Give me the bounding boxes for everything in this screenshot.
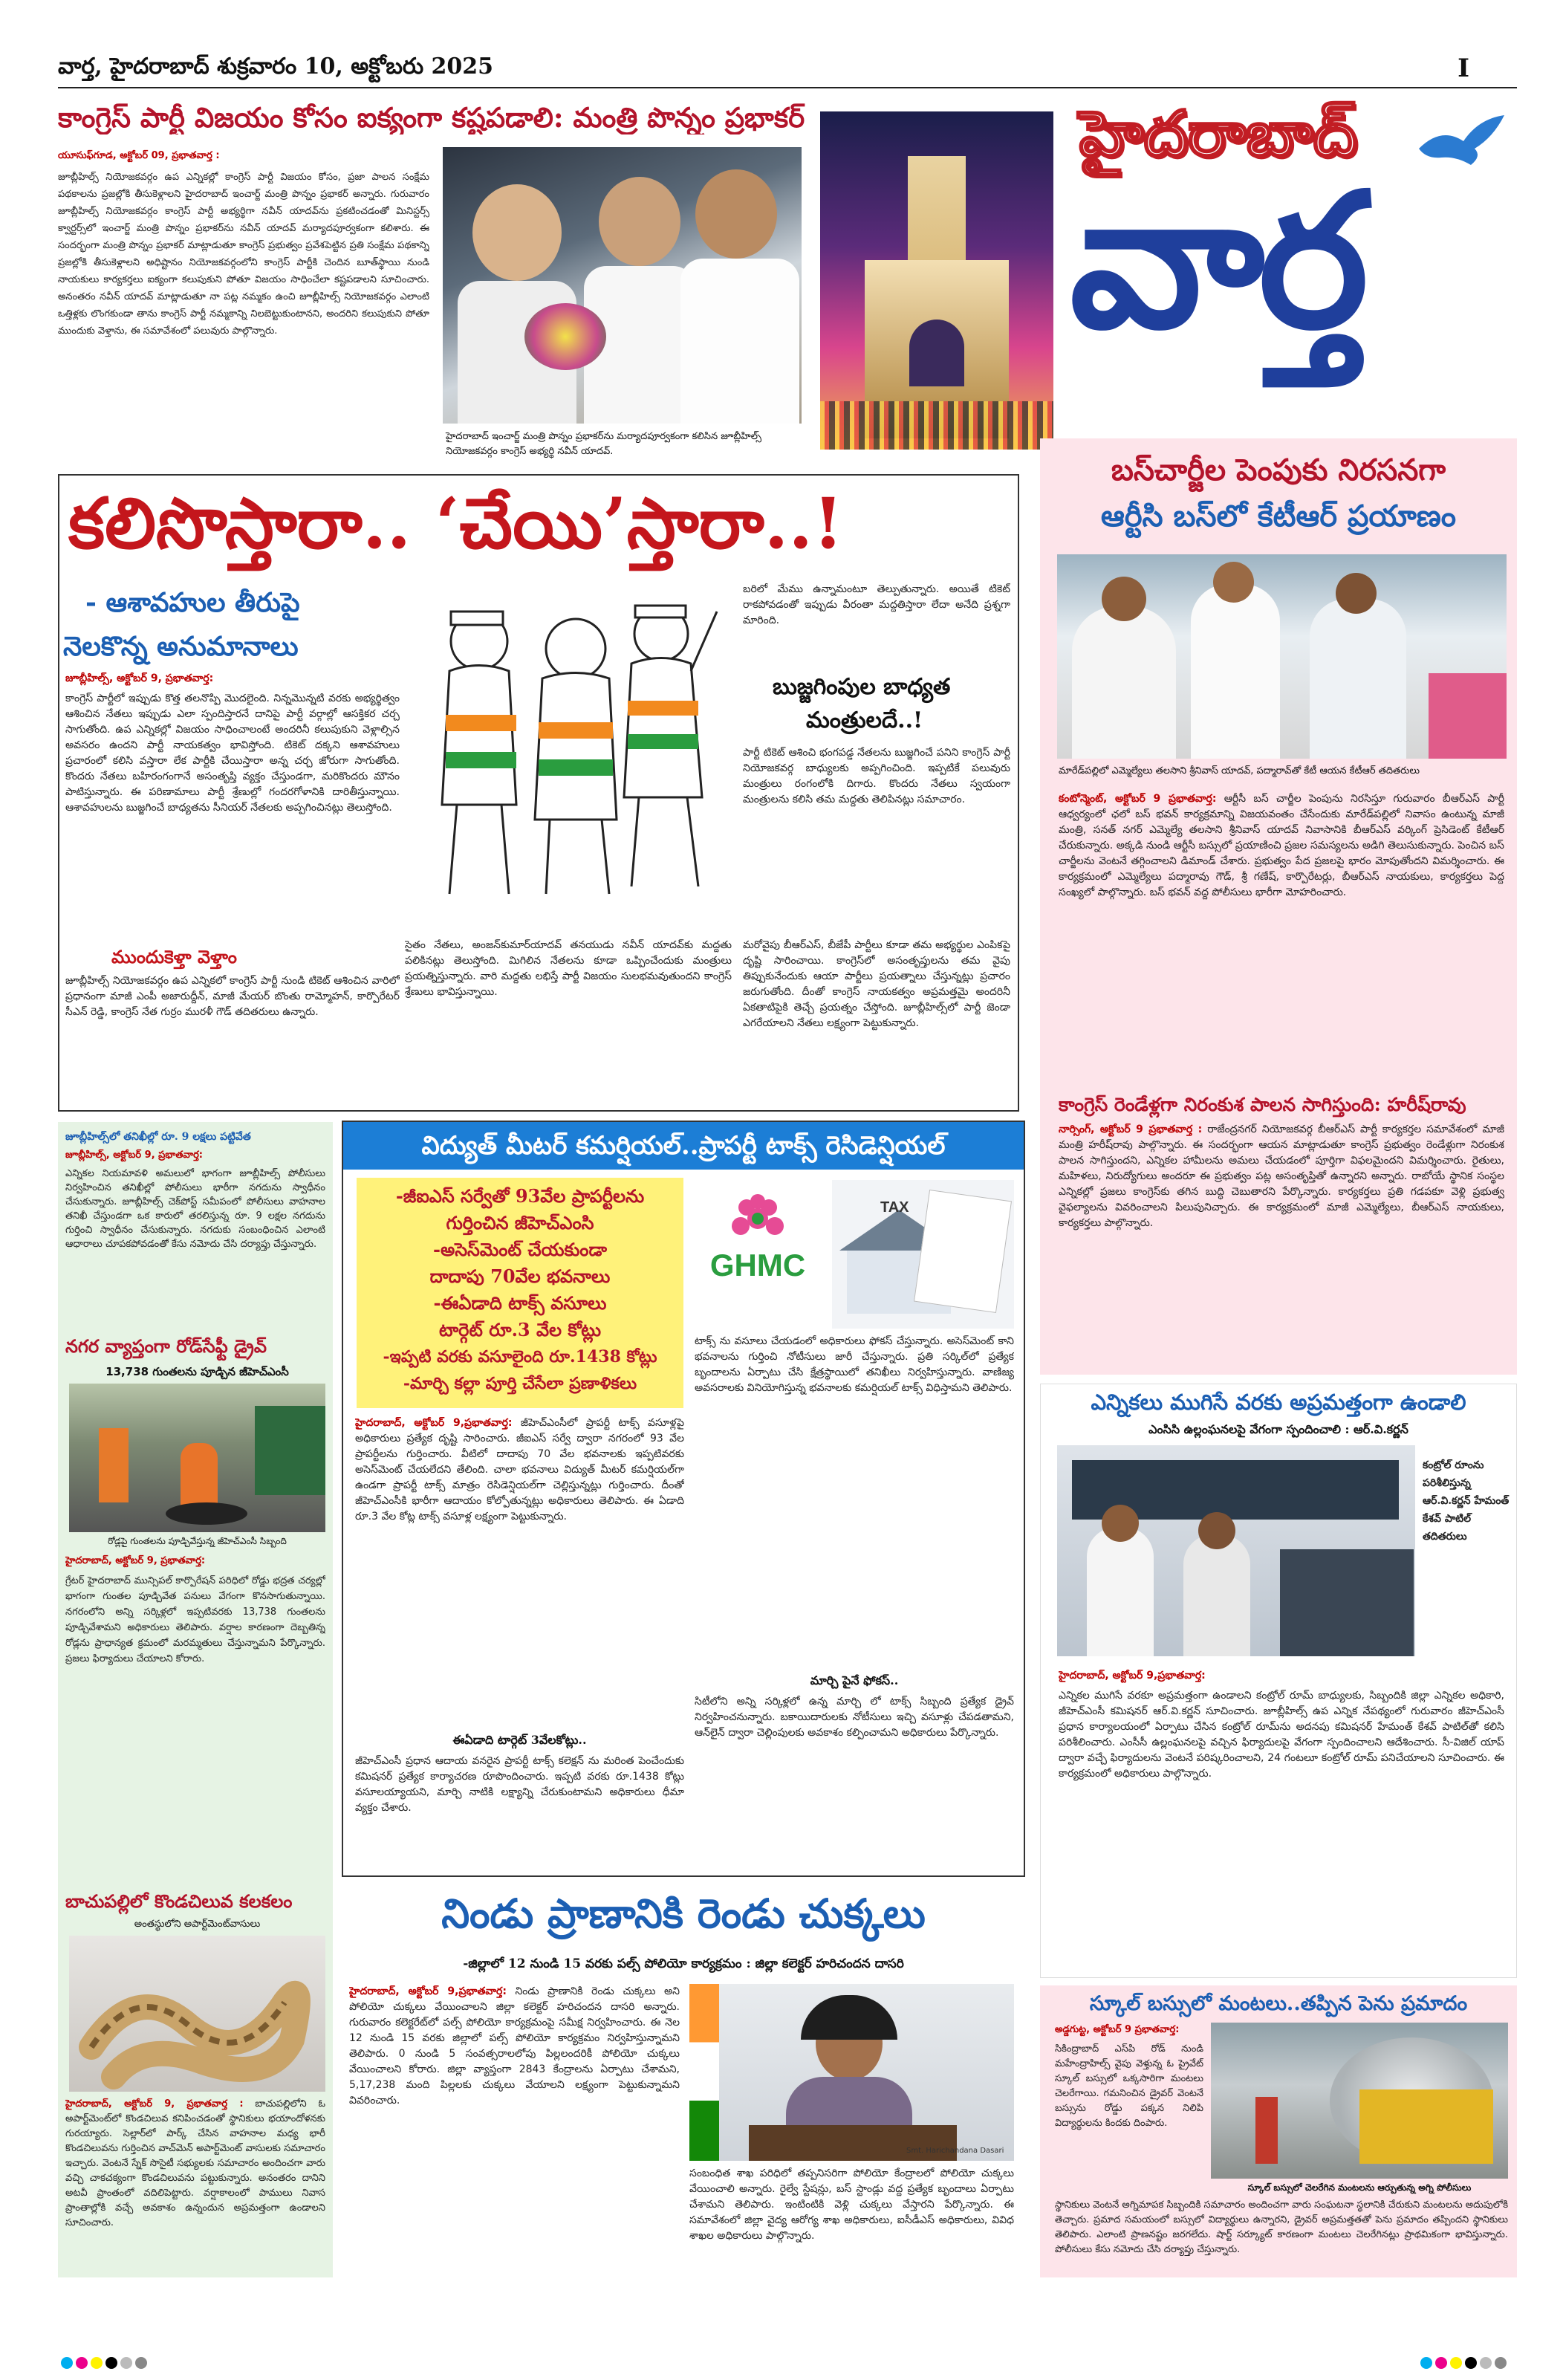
election-body [1059, 1668, 1504, 1965]
ktr-body-text: ఆర్టీసీ బస్ చార్జీల పెంపును నిరసిస్తూ గురువారం బీఆర్ఎస్ పార్టీ ఆధ్వర్యంలో ఛలో బస్ భవన్ కార్యక్రమాన్ని విజయవంతం చేసేందుకు మారేడ్‌పల్లిలో నివాసం ఉంటున్న మాజీ మంత్రి, సనత్ నగర్ ఎమ్మెల్యే తలసాని శ్రీనివాస్ యాదవ్ నివాసానికి బీఆర్ఎస్ వర్కింగ్ ప్రెసిడెంట్ కేటీఆర్ చేరుకున్నారు. అక్కడి నుండి ఆర్టీసీ బస్సులో ప్రయాణించి ప్రజల సమస్యలను అడిగి తెలుసుకున్నారు. పెంచిన బస్ చార్జీలను వెంటనే తగ్గించాలని డిమాండ్ చేశారు. ప్రభుత్వం పేద ప్రజలపై భారం మోపుతోందని విమర్శించారు. ఈ కార్యక్రమంలో ఎమ్మెల్యేలు పద్మారావు గౌడ్, శ్రీ గణేష్, కార్పొరేటర్లు, బీఆర్ఎస్ నాయకులు, కార్యకర్తలు పెద్ద సంఖ్యలో పాల్గొన్నారు. బస్ భవన్ వద్ద పోలీసులు భారీగా మోహరించారు. [1059, 793, 1504, 898]
bus-caption: స్కూల్ బస్సులో చెలరేగిన మంటలను ఆర్పుతున్న అగ్ని పోలీసులు [1247, 2182, 1472, 2193]
lead-subhead-3: ముందుకెళ్తా వెళ్తాం [111, 946, 237, 967]
roads-dateline: హైదరాబాద్, అక్టోబర్ 9, ప్రభాతవార్త: [65, 1555, 206, 1566]
ponnam-body-text: జూబ్లీహిల్స్ నియోజకవర్గం ఉప ఎన్నికల్లో కాంగ్రెస్ పార్టీ విజయం కోసం, ప్రజా పాలన సంక్షేమ పథకాలను ప్రజల్లోకి తీసుకెళ్లాలని హైదరాబాద్ ఇంచార్జ్ మంత్రి పొన్నం ప్రభాకర్ అన్నారు. గురువారం జూబ్లీహిల్స్ నియోజకవర్గం కాంగ్రెస్ పార్టీ అభ్యర్థిగా నవీన్ యాదవ్‌ను ప్రకటించడంతో మినిస్టర్స్ క్వార్టర్స్‌లో ఇంచార్జ్ మంత్రి పొన్నం ప్రభాకర్‌ను నవీన్ యాదవ్ మర్యాదపూర్వకంగా కలిశారు. ఈ సందర్భంగా మంత్రి పొన్నం ప్రభాకర్ మాట్లాడుతూ కాంగ్రెస్ ప్రభుత్వం ప్రవేశపెట్టిన ప్రతి సంక్షేమ పథకాన్ని ప్రజల్లోకి తీసుకెళ్లాలని అధిష్టానం నియోజకవర్గంలోని కాంగ్రెస్ పార్టీకి చెందిన బూత్‌స్థాయి నుండి నాయకులు కార్యకర్తలు ఐక్యంగా కలుపుకుని పోతూ విజయం సాధించేలా కష్టపడాలని సూచించారు. అనంతరం నవీన్ యాదవ్ మాట్లాడుతూ నా పట్ల నమ్మకం ఉంచి జూబ్లీహిల్స్ నియోజకవర్గం ఎలాంటి ఒత్తిళ్లకు లొంగకుండా తాను కాంగ్రెస్ పార్టీ నమ్మకాన్ని నిలబెట్టుకుంటానని, అందరిని కలుపుకుని పోతూ ముందుకు వెళ్తాను, ఈ సమావేశంలో పలువురు పాల్గొన్నారు. [58, 172, 429, 337]
bus-body: స్థానికులు వెంటనే అగ్నిమాపక సిబ్బందికి సమాచారం అందించగా వారు సంఘటనా స్థలానికి చేరుకుని మంటలను అదుపులోకి తెచ్చారు. ప్రమాద సమయంలో బస్సులో విద్యార్థులు ఉన్నారని, డ్రైవర్ అప్రమత్తతతో పెను ప్రమాదం తప్పిందని స్థానికులు తెలిపారు. ఎలాంటి ప్రాణనష్టం జరగలేదు. షార్ట్ సర్క్యూట్ కారణంగా మంటలు చెలరేగినట్లు ప్రాథమికంగా భావిస్తున్నారు. పోలీసులు కేసు నమోదు చేసి దర్యాప్తు చేస్తున్నారు. [1055, 2199, 1508, 2255]
cartoon [405, 582, 732, 909]
ghmc-subhead-right: మార్చి పైనే ఫోకస్.. [810, 1673, 899, 1687]
lead-subhead-4: బుజ్జగింపుల బాధ్యత [773, 674, 951, 700]
roads-body [65, 1553, 325, 1880]
ponnam-photo [443, 147, 802, 424]
lead-col3: సైతం నేతలు, అంజన్‌కుమార్‌యాదవ్ తనయుడు నవీన్ యాదవ్‌కు మద్దతు పలికినట్లు తెలుస్తోంది. మిగిలిన నేతలను కూడా ఒప్పించేందుకు మంత్రులు ప్రయత్నిస్తున్నారు. వారి మద్దతు లభిస్తే పార్టీ విజయం సులభమవుతుందని కాంగ్రెస్ శ్రేణులు భావిస్తున్నాయి. [405, 939, 732, 998]
roads-headline: నగర వ్యాప్తంగా రోడ్‌సేఫ్టీ డ్రైవ్ [65, 1335, 267, 1357]
python-body-text: బాచుపల్లిలోని ఓ అపార్ట్‌మెంట్‌లో కొండచిలువ కనిపించడంతో స్థానికులు భయాందోళనకు గురయ్యారు. సెల్లార్‌లో పార్క్ చేసిన వాహనాల మధ్య భారీ కొండచిలువను గుర్తించిన వాచ్‌మెన్ అపార్ట్‌మెంట్ వాసులకు సమాచారం ఇచ్చారు. వెంటనే స్నేక్ సొసైటీ సభ్యులకు సమాచారం అందించగా వారు వచ్చి చాకచక్యంగా కొండచిలువను పట్టుకున్నారు. అనంతరం దానిని అటవీ ప్రాంతంలో వదిలిపెట్టారు. వర్షాకాలంలో పాములు నివాస ప్రాంతాల్లోకి వచ్చే అవకాశం ఉన్నందున అప్రమత్తంగా ఉండాలని సూచించారు. [65, 2098, 325, 2228]
election-dateline: హైదరాబాద్, అక్టోబర్ 9,ప్రభాతవార్త: [1059, 1670, 1206, 1682]
bus-photo [1211, 2023, 1508, 2179]
folio-text: వార్త, హైదరాబాద్ శుక్రవారం 10, అక్టోబరు 2025 [58, 53, 494, 80]
ghmc-body-left2: జీహెచ్ఎంసీ ప్రధాన ఆదాయ వనరైన ప్రాపర్టీ టాక్స్ కలెక్షన్ ను మరింత పెంచేందుకు కమిషనర్ ప్రత్యేక కార్యాచరణ రూపొందించారు. ఇప్పటి వరకు రూ.1438 కోట్లు వసూలయ్యాయని, మార్చి నాటికి లక్ష్యాన్ని చేరుకుంటామని అధికారులు ధీమా వ్యక్తం చేశారు. [355, 1755, 684, 1814]
ktr-photo [1057, 554, 1507, 759]
election-body-text: ఎన్నికల ముగిసే వరకూ అప్రమత్తంగా ఉండాలని కంట్రోల్ రూమ్ బాధ్యులకు, సిబ్బందికి జిల్లా ఎన్నికల అధికారి, జీహెచ్ఎంసీ కమిషనర్ ఆర్.వి.కర్ణన్ సూచించారు. జూబ్లీహిల్స్ ఉప ఎన్నిక నేపథ్యంలో గురువారం జీహెచ్ఎంసీ ప్రధాన కార్యాలయంలో ఏర్పాటు చేసిన కంట్రోల్ రూమ్‌ను అదనపు కమిషనర్ హేమంత్ కేశవ్ పాటిల్‌తో కలిసి పరిశీలించారు. ఎంసీసీ ఉల్లంఘనలపై వచ్చిన ఫిర్యాదులపై వేగంగా స్పందించాలని ఆదేశించారు. సీ-విజిల్ యాప్ ద్వారా వచ్చే ఫిర్యాదులను వెంటనే పరిష్కరించాలని, 24 గంటలూ కంట్రోల్ రూమ్ పనిచేయాలని సూచించారు. ఈ కార్యక్రమంలో అధికారులు పాల్గొన్నారు. [1059, 1690, 1504, 1780]
tax-label: TAX [880, 1199, 909, 1216]
lead-col2: పార్టీ టికెట్ ఆశించి భంగపడ్డ నేతలను బుజ్జగించే పనిని కాంగ్రెస్ పార్టీ నియోజకవర్గ బాధ్యులకు అప్పగించింది. ఇప్పటికే పలువురు మంత్రులు రంగంలోకి దిగారు. కొందరు నేతలు స్వయంగా మంత్రులను కలిసి తమ మద్దతు తెలిపినట్లు సమాచారం. [743, 747, 1010, 805]
roads-body-text: గ్రేటర్ హైదరాబాద్ మున్సిపల్ కార్పొరేషన్ పరిధిలో రోడ్డు భద్రత చర్యల్లో భాగంగా గుంతల పూడ్చివేత పనులు వేగంగా కొనసాగుతున్నాయి. నగరంలోని అన్ని సర్కిళ్లలో ఇప్పటివరకు 13,738 గుంతలను పూడ్చివేశామని అధికారులు తెలిపారు. వర్షాల కారణంగా దెబ్బతిన్న రోడ్లను ప్రాధాన్యత క్రమంలో మరమ్మతులు చేస్తున్నామని పేర్కొన్నారు. ప్రజలు ఫిర్యాదులు చేయాలని కోరారు. [65, 1575, 325, 1664]
ponnam-caption: హైదరాబాద్ ఇంచార్జ్ మంత్రి పొన్నం ప్రభాకర్‌ను మర్యాదపూర్వకంగా కలిసిన జూబ్లీహిల్స్ నియోజకవర్గం కాంగ్రెస్ అభ్యర్థి నవీన్ యాదవ్. [446, 431, 761, 457]
page-number: I [1458, 53, 1469, 83]
color-bar-left [59, 2355, 208, 2370]
harish-body [1059, 1122, 1504, 1367]
lead-subhead-5: మంత్రులదే..! [806, 707, 923, 733]
masthead-top: హైదరాబాద్ [1079, 97, 1358, 170]
ktr-dateline: కంటోన్మెంట్, అక్టోబర్ 9 ప్రభాతవార్త: [1059, 793, 1217, 805]
lead-col1 [65, 671, 400, 938]
bus-body-left-text: సికింద్రాబాద్ ఎస్‌పి రోడ్ నుండి మహేంద్రాహిల్స్ వైపు వెళ్తున్న ఓ ప్రైవేట్ స్కూల్ బస్సులో ఒక్కసారిగా మంటలు చెలరేగాయి. గమనించిన డ్రైవర్ వెంటనే బస్సును రోడ్డు పక్కన నిలిపి విద్యార్థులను కిందకు దింపారు. [1055, 2043, 1203, 2129]
police-headline: జూబ్లీహిల్స్‌లో తనిఖీల్లో రూ. 9 లక్షలు పట్టివేత [65, 1131, 251, 1143]
ghmc-bullet-5: -ఈఏడాది టాక్స్ వసూలు [433, 1292, 607, 1314]
masthead-main: వార్త [1070, 151, 1363, 369]
ghmc-bullet-1: -జీఐఎస్ సర్వేతో 93వేల ప్రాపర్టీలను [395, 1185, 645, 1207]
ghmc-bullet-2: గుర్తించిన జీహెచ్ఎంసి [446, 1212, 594, 1233]
lead-dateline: జూబ్లీహిల్స్, అక్టోబర్ 9, ప్రభాతవార్త: [65, 672, 214, 684]
lead-col1-text: కాంగ్రెస్ పార్టీలో ఇప్పుడు కొత్త తలనొప్పి మొదలైంది. నిన్నమొన్నటి వరకు అభ్యర్థిత్వం ఆశించిన నేతలు ఇప్పుడు ఎలా స్పందిస్తారనే దానిపై పార్టీ వర్గాల్లో ఆసక్తికర చర్చ సాగుతోంది. ఉప ఎన్నికల్లో విజయం సాధించాలంటే అందరినీ కలుపుకుని వెళ్లాల్సిన అవసరం ఉందని పార్టీ నాయకత్వం భావిస్తోంది. టికెట్ దక్కని ఆశావహులు ప్రచారంలో కలిసి వస్తారా లేక పార్టీకి చేయిస్తారా అన్న చర్చ జోరుగా సాగుతోంది. కొందరు నేతలు బహిరంగంగానే అసంతృప్తి వ్యక్తం చేస్తుండగా, మరికొందరు మౌనం పాటిస్తున్నారు. ఈ పరిణామాలు పార్టీ శ్రేణుల్లో గందరగోళానికి దారితీస్తున్నాయి. ఆశావహులను బుజ్జగించే బాధ్యతను సీనియర్ నేతలకు అప్పగించినట్లు తెలుస్తోంది. [65, 693, 400, 814]
roads-caption: రోడ్లపై గుంతలను పూడ్చివేస్తున్న జీహెచ్ఎంసీ సిబ్బంది [108, 1536, 287, 1546]
harish-body-text: రాజేంద్రనగర్ నియోజకవర్గ బీఆర్ఎస్ పార్టీ కార్యకర్తల సమావేశంలో మాజీ మంత్రి హరీష్‌రావు పాల్గొన్నారు. ఈ సందర్భంగా ఆయన మాట్లాడుతూ కాంగ్రెస్ ప్రభుత్వం రెండేళ్లుగా నిరంకుశ పాలన సాగిస్తుందని, ఎన్నికల హామీలను అమలు చేయడంలో పూర్తిగా విఫలమైందని విమర్శించారు. రైతులు, మహిళలు, నిరుద్యోగులు అందరూ ఈ ప్రభుత్వం పట్ల అసంతృప్తితో ఉన్నారని అన్నారు. రాబోయే స్థానిక సంస్థల ఎన్నికల్లో ప్రజలు కాంగ్రెస్‌కు తగిన బుద్ధి చెబుతారని పేర్కొన్నారు. కార్యకర్తలు ప్రతి గడపకూ వెళ్లి ప్రభుత్వ వైఫల్యాలను వివరించాలని పిలుపునిచ్చారు. ఈ కార్యక్రమంలో మాజీ ఎమ్మెల్యేలు, బీఆర్ఎస్ నాయకులు, కార్యకర్తలు పాల్గొన్నారు. [1059, 1123, 1504, 1229]
election-subhead: ఎంసిసి ఉల్లంఘనలపై వేగంగా స్పందించాలి : ఆర్.వి.కర్ణన్ [1148, 1422, 1408, 1436]
ghmc-bullet-3: -అసెస్‌మెంట్ చేయకుండా [433, 1239, 607, 1260]
ghmc-body-left-text: జీహెచ్ఎంసీలో ప్రాపర్టీ టాక్స్ వసూళ్లపై అధికారులు ప్రత్యేక దృష్టి సారించారు. జీఐఎస్ సర్వే ద్వారా నగరంలో 93 వేల ప్రాపర్టీలను గుర్తించారు. వీటిలో దాదాపు 70 వేల భవనాలకు ఇప్పటివరకు అసెస్‌మెంట్ చేయలేదని తేలింది. చాలా భవనాలు విద్యుత్ మీటర్ కమర్షియల్‌గా ఉండగా ప్రాపర్టీ టాక్స్ మాత్రం రెసిడెన్షియల్‌గా చెల్లిస్తున్నట్లు గుర్తించారు. దీంతో జీహెచ్ఎంసీకి భారీగా ఆదాయం కోల్పోతున్నట్లు అధికారులు తెలిపారు. ఈ ఏడాది రూ.3 వేల కోట్ల టాక్స్ వసూళ్ల లక్ష్యంగా పెట్టుకున్నారు. [355, 1417, 684, 1523]
python-dateline: హైదరాబాద్, అక్టోబర్ 9, ప్రభాతవార్త : [65, 2098, 244, 2110]
ghmc-body-right2: సిటీలోని అన్ని సర్కిళ్లలో ఉన్న మార్చి లో టాక్స్ సిబ్బంది ప్రత్యేక డ్రైవ్ నిర్వహించనున్నారు. బకాయిదారులకు నోటీసులు ఇచ్చి వసూళ్లు చేపడతామని, ఆన్‌లైన్ ద్వారా చెల్లింపులకు అవకాశం కల్పించామని అధికారులు పేర్కొన్నారు. [695, 1696, 1014, 1739]
polio-body-left [349, 1984, 680, 2274]
ktr-caption: మారేడ్‌పల్లిలో ఎమ్మెల్యేలు తలసాని శ్రీనివాస్ యాదవ్, పద్మారావ్‌తో కేటీ ఆయన కేటీఆర్ తదితరులు [1059, 765, 1420, 776]
bus-headline: స్కూల్ బస్సులో మంటలు..తప్పిన పెను ప్రమాదం [1089, 1992, 1468, 2015]
ghmc-subhead-left: ఈఏడాది టార్గెట్ 3వేలకోట్లు.. [452, 1733, 587, 1747]
ktr-headline-2: ఆర్టీసి బస్‌లో కేటీఆర్ ప్రయాణం [1100, 499, 1457, 534]
polio-dateline: హైదరాబాద్, అక్టోబర్ 9,ప్రభాతవార్త: [349, 1985, 507, 1997]
ghmc-logo [695, 1185, 821, 1304]
ghmc-logo-text: GHMC [709, 1248, 806, 1283]
ghmc-body-left [355, 1416, 684, 1728]
harish-dateline: నార్సింగ్, అక్టోబర్ 9 ప్రభాతవార్త : [1059, 1123, 1203, 1135]
color-bar-right [1359, 2355, 1508, 2370]
polio-subhead: -జిల్లాలో 12 నుండి 15 వరకు పల్స్ పోలియో కార్యక్రమం : జిల్లా కలెక్టర్ హరిచందన దాసరి [463, 1956, 904, 1971]
roads-photo [69, 1384, 325, 1532]
folio [58, 53, 1469, 83]
ghmc-bullet-4: దాదాపు 70వేల భవనాలు [429, 1265, 611, 1287]
lead-subhead-1: - ఆశావహుల తీరుపై [85, 587, 300, 618]
bus-body-left [1055, 2023, 1203, 2201]
roads-subhead: 13,738 గుంతలను పూడ్చిన జీహెచ్ఎంసీ [105, 1365, 289, 1378]
ghmc-bullet-8: -మార్చి కల్లా పూర్తి చేసేలా ప్రణాళికలు [403, 1374, 637, 1393]
election-photo [1057, 1445, 1415, 1656]
ghmc-body-right: టాక్స్ ను వసూలు చేయడంలో అధికారులు ఫోకస్ చేస్తున్నారు. అసెస్‌మెంట్ కాని భవనాలను గుర్తించి నోటీసులు జారీ చేస్తున్నారు. ప్రతి సర్కిల్‌లో ప్రత్యేక బృందాలను ఏర్పాటు చేసి క్షేత్రస్థాయిలో తనిఖీలు నిర్వహిస్తున్నారు. వాణిజ్య అవసరాలకు వినియోగిస్తున్న భవనాలకు కమర్షియల్ టాక్స్ విధిస్తామని తెలిపారు. [695, 1335, 1014, 1394]
police-body-text: ఎన్నికల నియమావళి అమలులో భాగంగా జూబ్లీహిల్స్ పోలీసులు నిర్వహించిన తనిఖీల్లో పోలీసులు భారీగా నగదును స్వాధీనం చేసుకున్నారు. జూబ్లీహిల్స్ చెక్‌పోస్ట్ సమీపంలో పోలీసులు వాహనాల తనిఖీ చేస్తుండగా ఒక కారులో తరలిస్తున్న రూ. 9 లక్షల నగదును గుర్తించి స్వాధీనం చేసుకున్నారు. నగదుకు సంబంధించిన ఎలాంటి ఆధారాలు చూపకపోవడంతో కేసు నమోదు చేసి దర్యాప్తు చేస్తున్నారు. [65, 1168, 325, 1250]
polio-headline: నిండు ప్రాణానికి రెండు చుక్కలు [441, 1890, 926, 1937]
lead-col4: మరోవైపు బీఆర్ఎస్, బీజేపీ పార్టీలు కూడా తమ అభ్యర్థుల ఎంపికపై దృష్టి సారించాయి. కాంగ్రెస్‌లో అసంతృప్తులను తమ వైపు తిప్పుకునేందుకు ఆయా పార్టీలు ప్రయత్నాలు చేస్తున్నట్లు ప్రచారం జరుగుతోంది. దీంతో కాంగ్రెస్ నాయకత్వం అప్రమత్తమై అందరినీ ఏకతాటిపైకి తెచ్చే ప్రయత్నం చేస్తోంది. జూబ్లీహిల్స్‌లో పార్టీ జెండా ఎగరేయాలని నేతలు లక్ష్యంగా పెట్టుకున్నారు. [743, 939, 1010, 1029]
python-subhead: అంతస్థులోని అపార్ట్‌మెంట్‌వాసులు [134, 1919, 261, 1930]
election-headline: ఎన్నికలు ముగిసే వరకు అప్రమత్తంగా ఉండాలి [1091, 1390, 1466, 1415]
lead-col1b: జూబ్లీహిల్స్ నియోజకవర్గం ఉప ఎన్నికలో కాంగ్రెస్ పార్టీ నుండి టికెట్ ఆశించిన వారిలో ప్రధానంగా మాజీ ఎంపీ అజారుద్దీన్, మాజీ మేయర్ బొంతు రామ్మోహన్, కార్పొరేటర్ సీఎన్ రెడ్డి, కాంగ్రెస్ నేత గుర్రం మురళీ గౌడ్ తదితరులు ఉన్నారు. [65, 975, 400, 1018]
ponnam-dateline: యూసుఫ్‌గూడ, అక్టోబర్ 09, ప్రభాతవార్త : [58, 150, 220, 161]
collector-caption: Smt. Harichandana Dasari [906, 2147, 1004, 2155]
ktr-body [1059, 791, 1504, 1089]
election-side-caption: కంట్రోల్ రూంను పరిశీలిస్తున్న ఆర్.వి.కర్ణన్ హేమంత్ కేశవ్ పాటిల్ తదితరులు [1423, 1459, 1510, 1543]
ponnam-headline: కాంగ్రెస్ పార్టీ విజయం కోసం ఐక్యంగా కష్టపడాలి: మంత్రి పొన్నం ప్రభాకర్ [58, 101, 805, 134]
ghmc-bullet-6: టార్గెట్ రూ.3 వేల కోట్లు [438, 1319, 602, 1340]
polio-body-right: సంబంధిత శాఖ పరిధిలో తప్పనిసరిగా పోలియో కేంద్రాలలో పోలియో చుక్కలు వేయించాలి అన్నారు. రైల్వే స్టేషన్లు, బస్ స్టాండ్లు వద్ద ప్రత్యేక బృందాలు ఏర్పాటు చేశామని తెలిపారు. ఇంటింటికి వెళ్లి చుక్కలు వేస్తారని పేర్కొన్నారు. ఈ సమావేశంలో జిల్లా వైద్య ఆరోగ్య శాఖ అధికారులు, ఐసీడీఎస్ అధికారులు, వివిధ శాఖల అధికారులు పాల్గొన్నారు. [689, 2167, 1014, 2242]
python-photo [69, 1936, 325, 2092]
collector-photo [689, 1984, 1014, 2161]
police-body [65, 1148, 325, 1326]
bus-dateline: అడ్డగుట్ట, అక్టోబర్ 9 ప్రభాతవార్త: [1055, 2024, 1180, 2035]
polio-body-left-text: నిండు ప్రాణానికి రెండు చుక్కలు అని పోలియో చుక్కలు వేయించాలని జిల్లా కలెక్టర్ హరిచందన దాసరి అన్నారు. గురువారం కలెక్టరేట్‌లో పల్స్ పోలియో కార్యక్రమంపై సమీక్ష నిర్వహించారు. ఈ నెల 12 నుండి 15 వరకు జిల్లాలో పల్స్ పోలియో కార్యక్రమం నిర్వహిస్తున్నామని తెలిపారు. 0 నుండి 5 సంవత్సరాలలోపు పిల్లలందరికీ పోలియో చుక్కలు వేయించాలని కోరారు. జిల్లా వ్యాప్తంగా 2843 కేంద్రాలను ఏర్పాటు చేశామని, 5,17,238 మంది పిల్లలకు చుక్కలు వేయాలని లక్ష్యంగా పెట్టుకున్నామని వివరించారు. [349, 1985, 680, 2107]
ktr-headline-1: బస్‌చార్జీల పెంపుకు నిరసనగా [1111, 453, 1446, 487]
harish-headline: కాంగ్రెస్ రెండేళ్లగా నిరంకుశ పాలన సాగిస్తుంది: హరీష్‌రావు [1059, 1094, 1466, 1115]
ghmc-bullet-7: -ఇప్పటి వరకు వసూలైంది రూ.1438 కోట్లు [383, 1347, 657, 1366]
python-headline: బాచుపల్లిలో కొండచిలువ కలకలం [65, 1890, 293, 1912]
folio-rule [58, 87, 1517, 88]
python-body [65, 2097, 325, 2272]
lead-subhead-2: నెలకొన్న అనుమానాలు [63, 631, 299, 662]
ghmc-dateline: హైదరాబాద్, అక్టోబర్ 9,ప్రభాతవార్త: [355, 1417, 513, 1429]
lead-headline: కలిసొస్తారా.. ‘చేయి’స్తారా..! [68, 483, 844, 565]
police-dateline: జూబ్లీహిల్స్, అక్టోబర్ 9, ప్రభాతవార్త: [65, 1150, 203, 1161]
ghmc-headline: విద్యుత్ మీటర్ కమర్షియల్..ప్రాపర్టీ టాక్స్ రెసిడెన్షియల్ [343, 1122, 1024, 1170]
lead-col2-top: బరిలో మేము ఉన్నామంటూ తెల్పుతున్నారు. అయితే టికెట్ రాకపోవడంతో ఇప్పుడు వీరంతా మద్దతిస్తారా లేదా అనేది ప్రశ్నగా మారింది. [743, 583, 1010, 626]
